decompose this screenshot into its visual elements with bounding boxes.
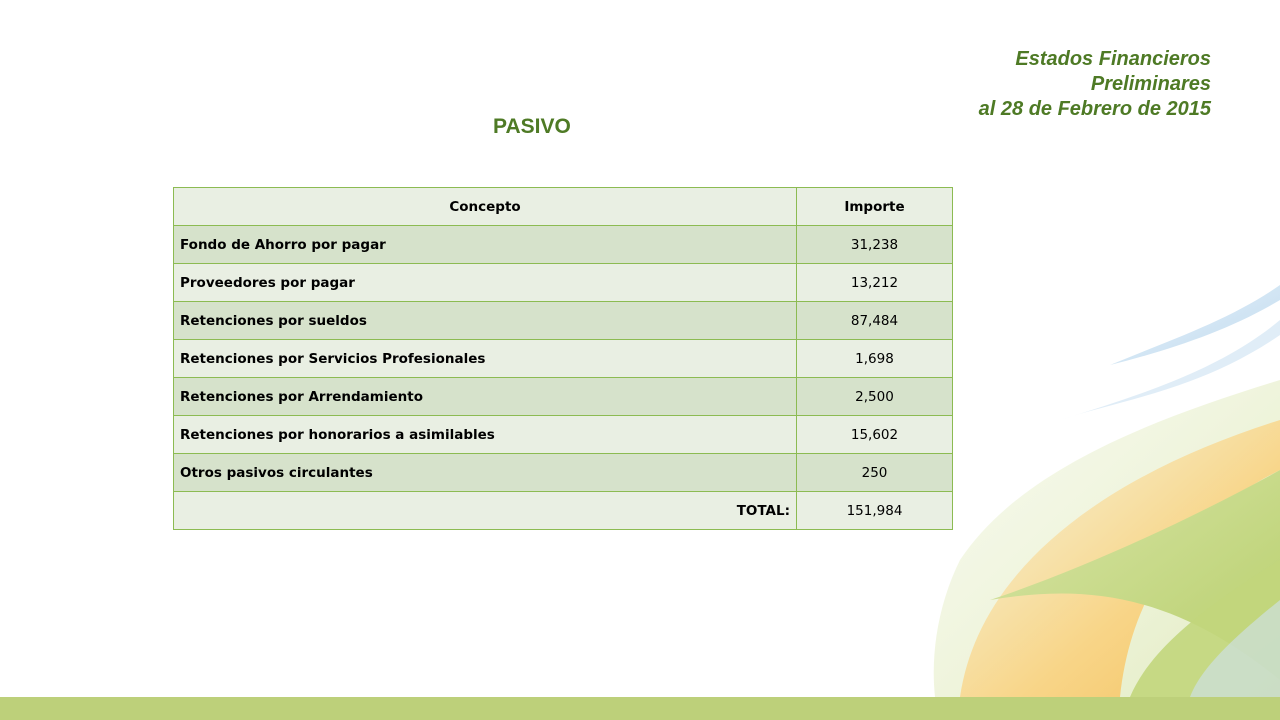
row-amount: 87,484 bbox=[797, 302, 953, 340]
report-header bbox=[979, 47, 1211, 122]
table-row bbox=[174, 264, 953, 302]
footer-bar bbox=[0, 697, 1280, 720]
table-row bbox=[174, 416, 953, 454]
table-row bbox=[174, 302, 953, 340]
row-concept: Otros pasivos circulantes bbox=[174, 454, 797, 492]
header-line-title: Estados Financieros bbox=[1015, 48, 1211, 70]
table-row bbox=[174, 226, 953, 264]
row-concept: Retenciones por sueldos bbox=[174, 302, 797, 340]
row-concept: Proveedores por pagar bbox=[174, 264, 797, 302]
row-amount: 13,212 bbox=[797, 264, 953, 302]
table-header-row bbox=[174, 188, 953, 226]
row-amount: 250 bbox=[797, 454, 953, 492]
table-row bbox=[174, 454, 953, 492]
section-title: PASIVO bbox=[493, 115, 571, 138]
header-line-date: al 28 de Febrero de 2015 bbox=[978, 98, 1211, 120]
row-concept: Fondo de Ahorro por pagar bbox=[174, 226, 797, 264]
row-amount: 2,500 bbox=[797, 378, 953, 416]
row-concept: Retenciones por Arrendamiento bbox=[174, 378, 797, 416]
table-row bbox=[174, 378, 953, 416]
row-amount: 15,602 bbox=[797, 416, 953, 454]
row-amount: 1,698 bbox=[797, 340, 953, 378]
total-label: TOTAL: bbox=[174, 492, 797, 530]
total-amount: 151,984 bbox=[797, 492, 953, 530]
liabilities-table-container bbox=[173, 187, 952, 530]
column-header-amount: Importe bbox=[797, 188, 953, 226]
row-amount: 31,238 bbox=[797, 226, 953, 264]
row-concept: Retenciones por Servicios Profesionales bbox=[174, 340, 797, 378]
liabilities-table bbox=[173, 187, 953, 530]
row-concept: Retenciones por honorarios a asimilables bbox=[174, 416, 797, 454]
header-line-subtitle: Preliminares bbox=[1090, 73, 1211, 95]
table-row bbox=[174, 340, 953, 378]
total-row bbox=[174, 492, 953, 530]
column-header-concept: Concepto bbox=[174, 188, 797, 226]
